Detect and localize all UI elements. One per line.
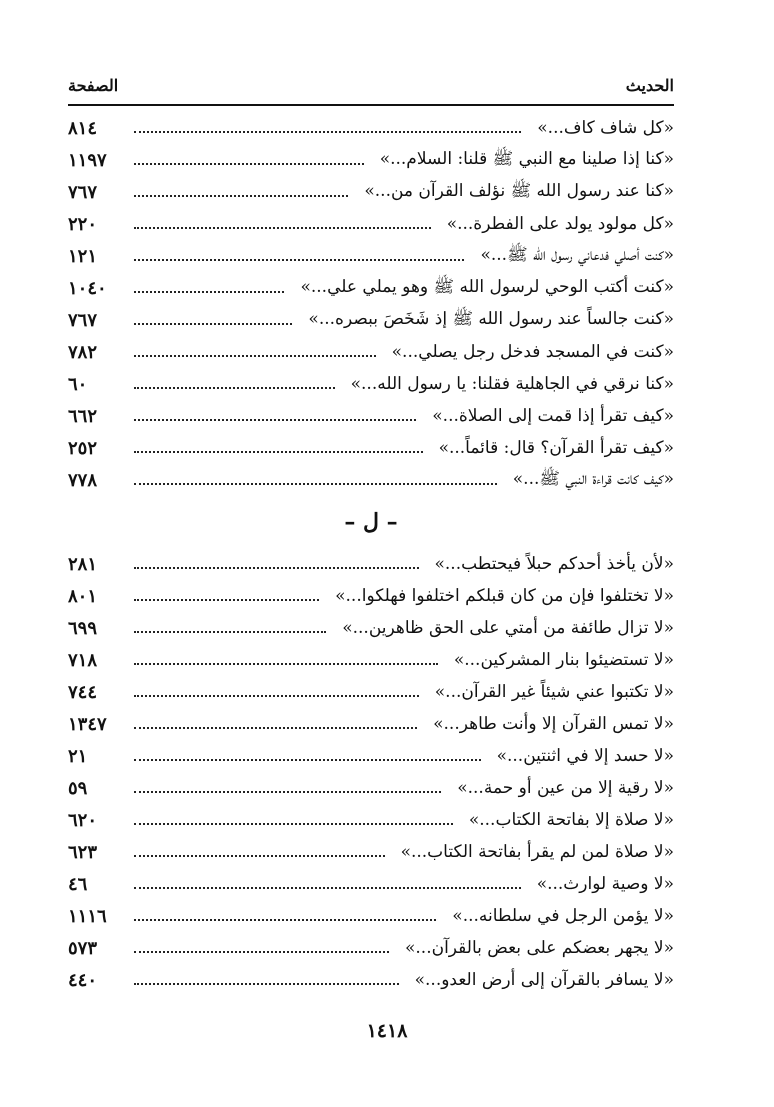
dot-leader <box>134 483 497 485</box>
hadith-column-heading: الحديث <box>625 76 674 95</box>
hadith-text: «كنت جالساً عند رسول الله ﷺ إذ شَخَصَ ببصره...» <box>308 308 674 329</box>
hadith-text: «كيف كانت قراءة النبي ﷺ...» <box>512 468 674 489</box>
hadith-text: «لا صلاة إلا بفاتحة الكتاب...» <box>468 810 674 830</box>
page-reference: ٢١ <box>68 745 88 767</box>
hadith-text: «لا تمس القرآن إلا وأنت طاهر...» <box>433 714 674 734</box>
dot-leader <box>134 759 481 761</box>
index-entry <box>68 176 674 208</box>
page-reference: ٧٦٧ <box>68 181 98 203</box>
page-reference: ١١٩٧ <box>68 149 107 171</box>
dot-leader <box>134 823 453 825</box>
dot-leader <box>134 855 385 857</box>
index-entry <box>68 336 674 368</box>
page-reference: ٧١٨ <box>68 649 98 671</box>
page-reference: ٧٨٢ <box>68 341 98 363</box>
hadith-text: «لا تزال طائفة من أمتي على الحق ظاهرين...» <box>342 618 674 638</box>
dot-leader <box>134 419 416 421</box>
index-entry <box>68 836 674 868</box>
page-reference: ٤٦ <box>68 873 88 895</box>
dot-leader <box>134 983 399 985</box>
dot-leader <box>134 951 389 953</box>
hadith-text: «لا تكتبوا عني شيئاً غير القرآن...» <box>434 682 674 702</box>
dot-leader <box>134 695 419 697</box>
page-reference: ٧٦٧ <box>68 309 98 331</box>
index-entry <box>68 400 674 432</box>
page-reference: ٦٦٢ <box>68 405 98 427</box>
page-reference: ٨١٤ <box>68 117 98 139</box>
page-reference: ٢٥٢ <box>68 437 98 459</box>
dot-leader <box>134 163 364 165</box>
dot-leader <box>134 663 438 665</box>
page-column-heading: الصفحة <box>68 76 119 95</box>
index-entry <box>68 548 674 580</box>
index-entry <box>68 368 674 400</box>
dot-leader <box>134 887 521 889</box>
dot-leader <box>134 195 348 197</box>
page-reference: ٦٢٣ <box>68 841 98 863</box>
hadith-text: «كنا عند رسول الله ﷺ نؤلف القرآن من...» <box>364 180 674 201</box>
index-entry <box>68 868 674 900</box>
index-entry <box>68 708 674 740</box>
page-reference: ١٣٤٧ <box>68 713 107 735</box>
page-reference: ٦٠ <box>68 373 88 395</box>
index-entry <box>68 144 674 176</box>
index-page <box>68 74 674 996</box>
dot-leader <box>134 631 326 633</box>
page-reference: ٦٩٩ <box>68 617 98 639</box>
hadith-text: «لا يؤمن الرجل في سلطانه...» <box>452 906 674 926</box>
hadith-text: «كيف تقرأ القرآن؟ قال: قائماً...» <box>438 438 674 458</box>
hadith-text: «كنا إذا صلينا مع النبي ﷺ قلنا: السلام...» <box>379 148 674 169</box>
dot-leader <box>134 355 376 357</box>
page-reference: ٤٤٠ <box>68 969 98 991</box>
hadith-text: «لا تختلفوا فإن من كان قبلكم اختلفوا فهلكوا...» <box>335 586 674 606</box>
page-reference: ١٢١ <box>68 245 98 267</box>
index-entry <box>68 900 674 932</box>
hadith-text: «لا رقية إلا من عين أو حمة...» <box>457 778 674 798</box>
index-entry <box>68 740 674 772</box>
page-reference: ٦٢٠ <box>68 809 98 831</box>
index-entry <box>68 772 674 804</box>
section-heading-lam: – ل – <box>344 509 398 535</box>
page-reference: ١٠٤٠ <box>68 277 107 299</box>
entries-list-kaf <box>68 112 674 496</box>
page-reference: ٥٩ <box>68 777 88 799</box>
table-header <box>68 74 674 106</box>
index-entry <box>68 804 674 836</box>
hadith-text: «لا حسد إلا في اثنتين...» <box>496 746 674 766</box>
hadith-text: «كل مولود يولد على الفطرة...» <box>446 214 674 234</box>
hadith-text: «كنت أصلي فدعاني رسول الله ﷺ...» <box>480 244 674 265</box>
page-reference: ٨٠١ <box>68 585 98 607</box>
index-entry <box>68 432 674 464</box>
hadith-text: «لأن يأخذ أحدكم حبلاً فيحتطب...» <box>434 554 674 574</box>
page-reference: ٧٤٤ <box>68 681 98 703</box>
dot-leader <box>134 599 319 601</box>
index-entry <box>68 464 674 496</box>
page-reference: ٥٧٣ <box>68 937 98 959</box>
hadith-text: «لا تستضيئوا بنار المشركين...» <box>453 650 674 670</box>
dot-leader <box>134 131 521 133</box>
dot-leader <box>134 567 419 569</box>
hadith-text: «لا يجهر بعضكم على بعض بالقرآن...» <box>404 938 674 958</box>
dot-leader <box>134 227 431 229</box>
index-entry <box>68 272 674 304</box>
index-entry <box>68 932 674 964</box>
dot-leader <box>134 323 292 325</box>
entries-list-lam <box>68 548 674 996</box>
page-reference: ٧٧٨ <box>68 469 98 491</box>
dot-leader <box>134 259 464 261</box>
dot-leader <box>134 919 436 921</box>
dot-leader <box>134 451 423 453</box>
hadith-text: «كنت أكتب الوحي لرسول الله ﷺ وهو يملي علي...» <box>300 276 674 297</box>
hadith-text: «كنت في المسجد فدخل رجل يصلي...» <box>391 342 674 362</box>
index-entry <box>68 580 674 612</box>
hadith-text: «لا يسافر بالقرآن إلى أرض العدو...» <box>414 970 674 990</box>
dot-leader <box>134 387 335 389</box>
hadith-text: «كل شاف كاف...» <box>537 118 674 138</box>
index-entry <box>68 644 674 676</box>
dot-leader <box>134 727 417 729</box>
page-number: ١٤١٨ <box>366 1020 408 1042</box>
dot-leader <box>134 791 441 793</box>
page-reference: ١١١٦ <box>68 905 107 927</box>
index-entry <box>68 964 674 996</box>
dot-leader <box>134 291 284 293</box>
hadith-text: «لا صلاة لمن لم يقرأ بفاتحة الكتاب...» <box>400 842 674 862</box>
page-reference: ٢٨١ <box>68 553 98 575</box>
hadith-text: «لا وصية لوارث...» <box>536 874 674 894</box>
hadith-text: «كيف تقرأ إذا قمت إلى الصلاة...» <box>432 406 674 426</box>
index-entry <box>68 304 674 336</box>
index-entry <box>68 112 674 144</box>
index-entry <box>68 612 674 644</box>
index-entry <box>68 676 674 708</box>
page-reference: ٢٢٠ <box>68 213 98 235</box>
index-entry <box>68 240 674 272</box>
index-entry <box>68 208 674 240</box>
hadith-text: «كنا نرقي في الجاهلية فقلنا: يا رسول الله...» <box>350 374 674 394</box>
